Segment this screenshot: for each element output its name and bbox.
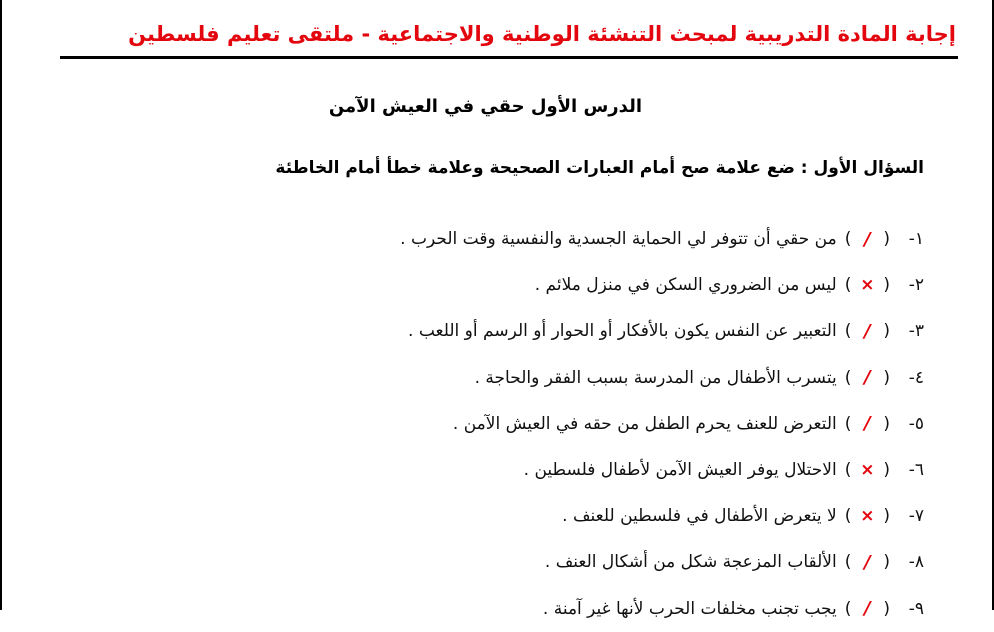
answer-number: ٥- xyxy=(908,413,924,434)
answer-row xyxy=(144,539,924,585)
answer-mark-icon: / xyxy=(864,320,871,342)
open-paren: ( xyxy=(883,460,890,481)
open-paren: ( xyxy=(883,552,890,573)
close-paren: ) xyxy=(844,413,852,434)
answer-statement: يجب تجنب مخلفات الحرب لأنها غير آمنة . xyxy=(542,598,837,619)
answer-row xyxy=(144,308,924,354)
open-paren: ( xyxy=(883,506,890,527)
answer-mark-icon: / xyxy=(864,413,871,435)
answer-mark-icon: / xyxy=(864,598,871,620)
close-paren: ) xyxy=(844,552,852,573)
answer-number: ٧- xyxy=(908,506,924,527)
answer-number: ٩- xyxy=(908,598,924,619)
answer-statement: ليس من الضروري السكن في منزل ملائم . xyxy=(534,275,837,296)
close-paren: ) xyxy=(844,229,852,250)
answer-number: ٨- xyxy=(908,552,924,573)
close-paren: ) xyxy=(844,460,852,481)
answer-number: ٣- xyxy=(908,321,924,342)
answer-mark-icon: / xyxy=(864,228,871,250)
open-paren: ( xyxy=(883,321,890,342)
answer-row xyxy=(144,216,924,262)
answer-row xyxy=(144,586,924,632)
page-border-left xyxy=(0,0,2,610)
answer-statement: لا يتعرض الأطفال في فلسطين للعنف . xyxy=(562,506,837,527)
answer-statement: التعرض للعنف يحرم الطفل من حقه في العيش الآمن . xyxy=(452,413,837,434)
open-paren: ( xyxy=(883,229,890,250)
answer-number: ١- xyxy=(908,229,924,250)
answer-statement: من حقي أن تتوفر لي الحماية الجسدية والنفسية وقت الحرب . xyxy=(400,229,837,250)
answer-row xyxy=(144,355,924,401)
answer-number: ٤- xyxy=(908,367,924,388)
answer-row xyxy=(144,262,924,308)
answer-row xyxy=(144,401,924,447)
answer-number: ٢- xyxy=(908,275,924,296)
answer-number: ٦- xyxy=(908,460,924,481)
answer-row xyxy=(144,447,924,493)
open-paren: ( xyxy=(883,275,890,296)
answer-mark-icon: × xyxy=(860,275,875,296)
answer-mark-icon: / xyxy=(864,551,871,573)
close-paren: ) xyxy=(844,321,852,342)
close-paren: ) xyxy=(844,275,852,296)
answer-statement: الألقاب المزعجة شكل من أشكال العنف . xyxy=(544,552,837,573)
lesson-title: الدرس الأول حقي في العيش الآمن xyxy=(328,96,642,117)
answer-statement: التعبير عن النفس يكون بالأفكار أو الحوار أو الرسم أو اللعب . xyxy=(408,321,837,342)
question-heading: السؤال الأول : ضع علامة صح أمام العبارات الصحيحة وعلامة خطأ أمام الخاطئة xyxy=(275,158,924,178)
answer-mark-icon: × xyxy=(860,460,875,481)
open-paren: ( xyxy=(883,367,890,388)
answer-mark-icon: / xyxy=(864,367,871,389)
open-paren: ( xyxy=(883,413,890,434)
header-divider xyxy=(60,56,958,59)
close-paren: ) xyxy=(844,506,852,527)
document-header-title: إجابة المادة التدريبية لمبحث التنشئة الوطنية والاجتماعية - ملتقى تعليم فلسطين xyxy=(128,22,956,46)
answer-list xyxy=(144,216,924,632)
close-paren: ) xyxy=(844,598,852,619)
answer-statement: يتسرب الأطفال من المدرسة بسبب الفقر والحاجة . xyxy=(474,367,837,388)
answer-row xyxy=(144,493,924,539)
open-paren: ( xyxy=(883,598,890,619)
close-paren: ) xyxy=(844,367,852,388)
answer-mark-icon: × xyxy=(860,506,875,527)
answer-statement: الاحتلال يوفر العيش الآمن لأطفال فلسطين . xyxy=(523,460,837,481)
